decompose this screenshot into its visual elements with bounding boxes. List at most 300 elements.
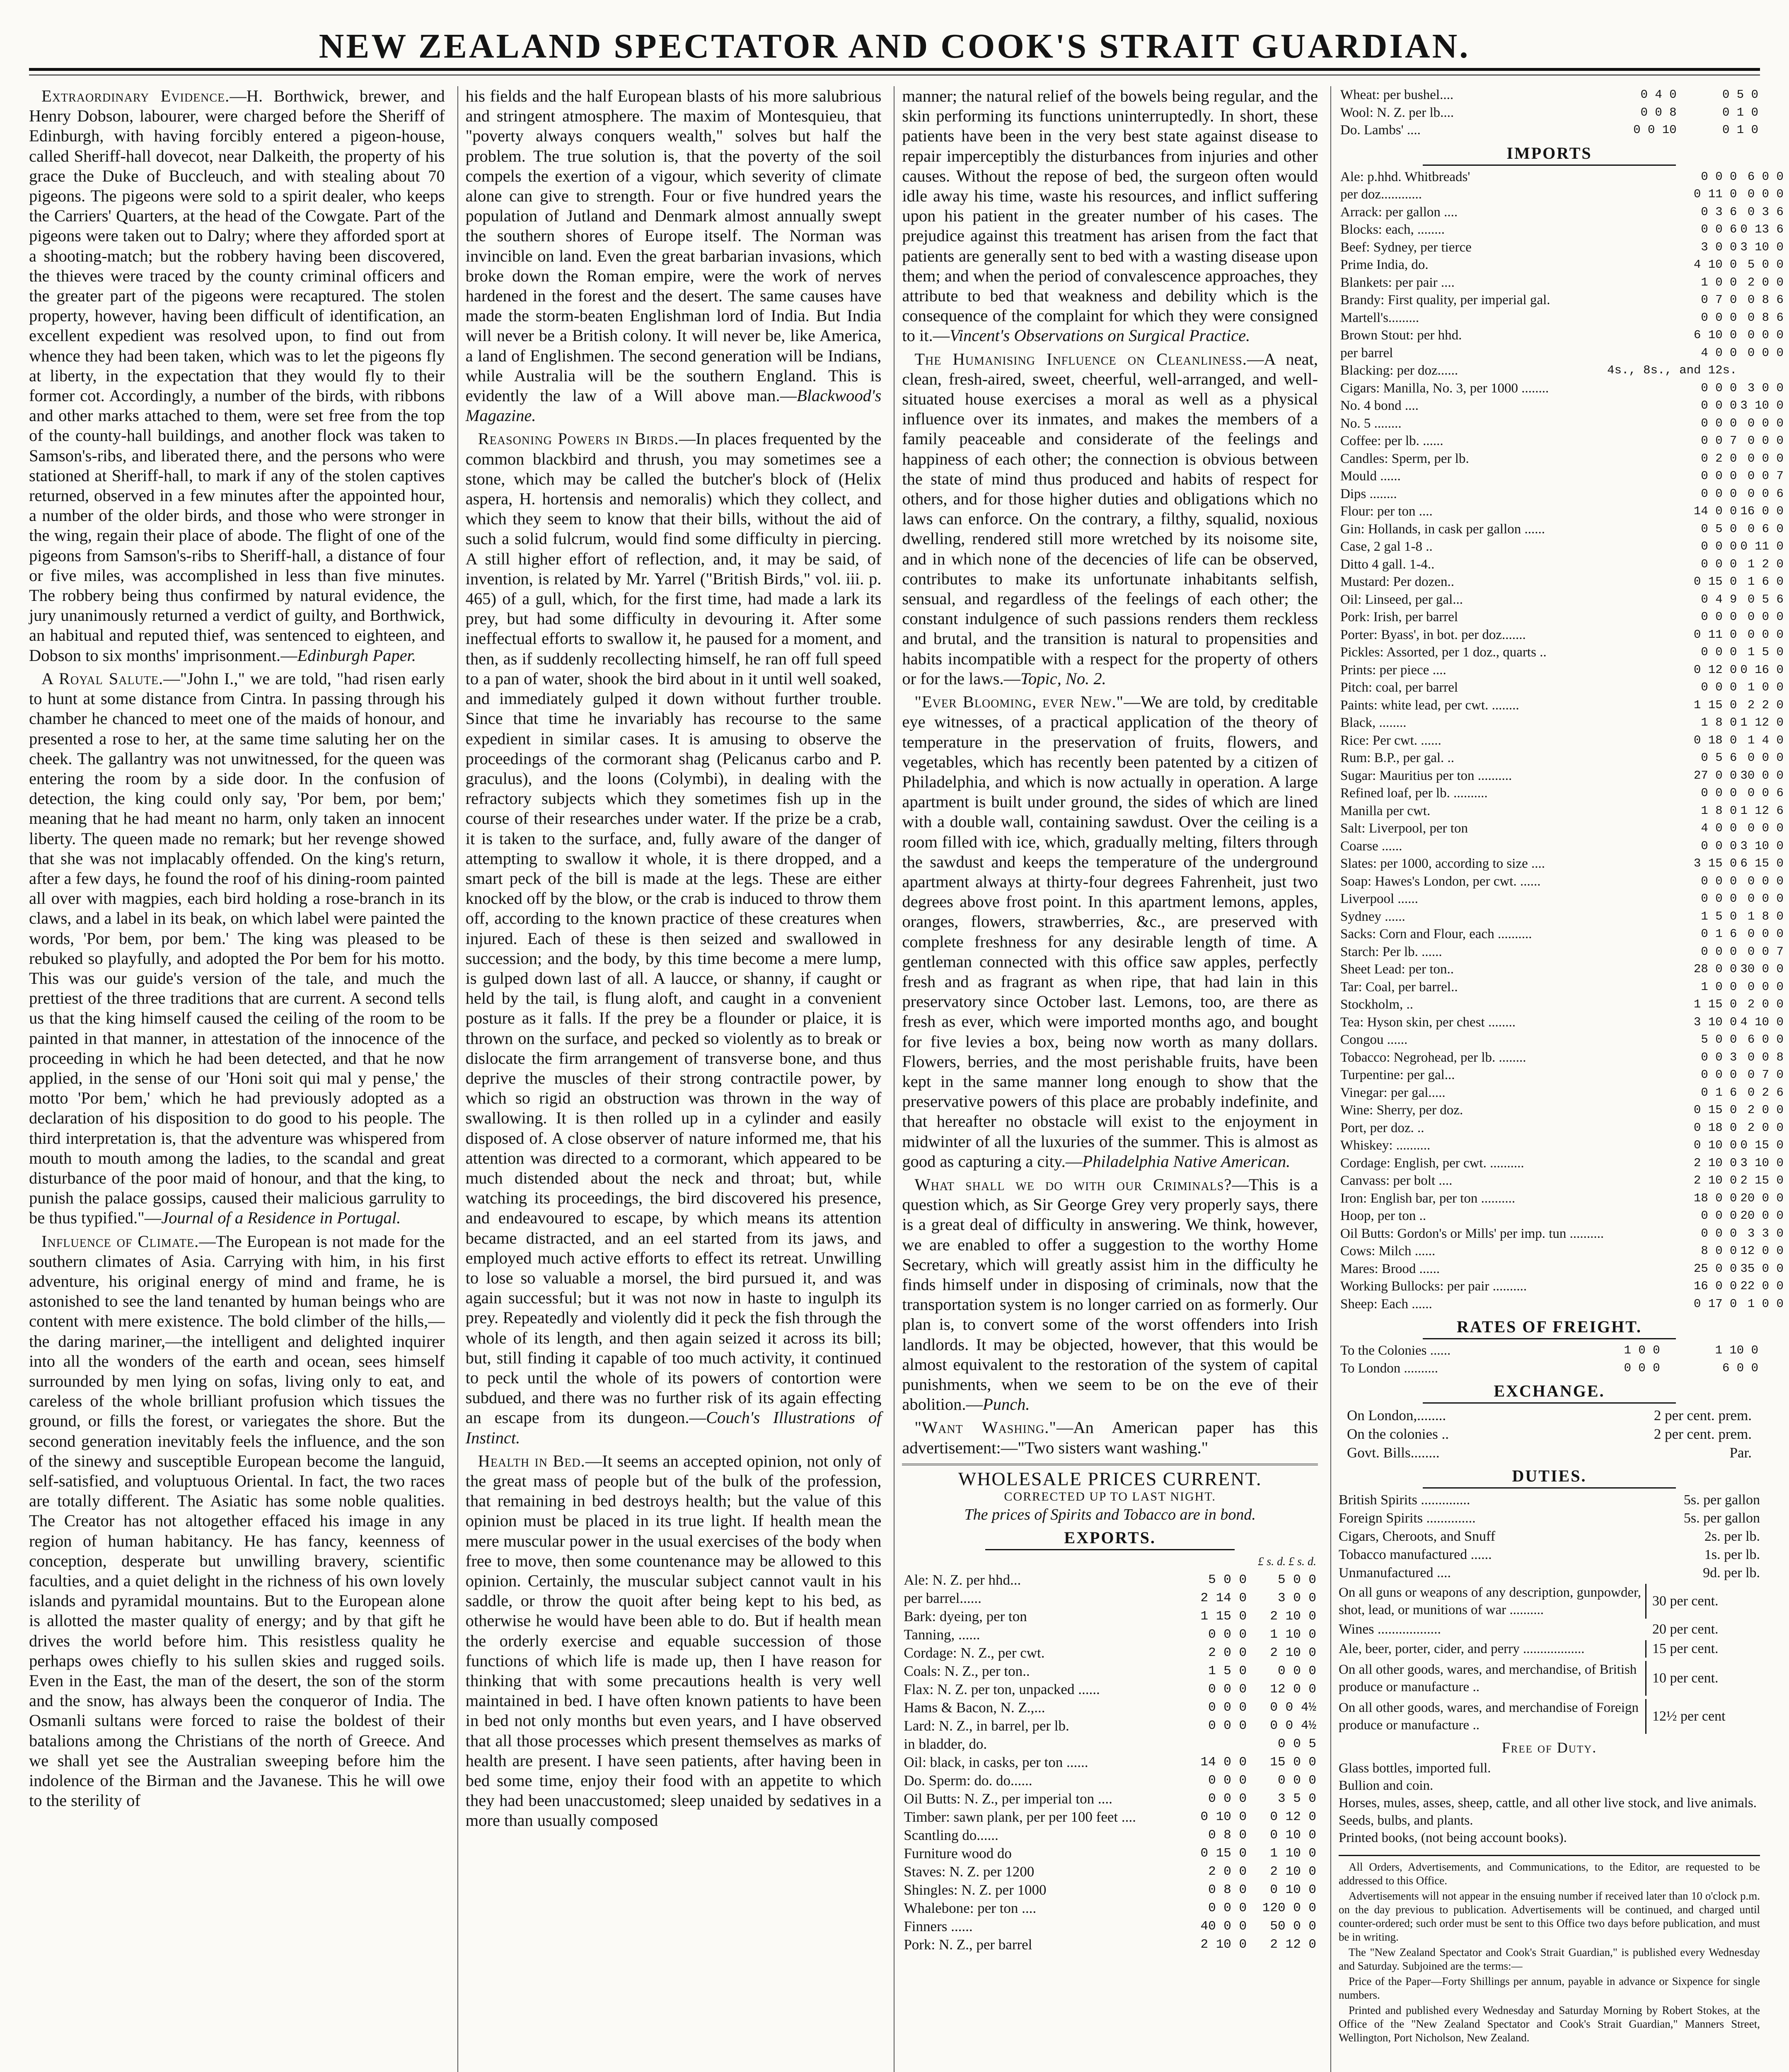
price-from: 0 0 0 bbox=[1208, 1791, 1247, 1806]
price-item: Mould ...... bbox=[1340, 469, 1401, 484]
price-item: Sugar: Mauritius per ton .......... bbox=[1340, 768, 1512, 783]
price-to: 2 10 0 bbox=[1270, 1864, 1317, 1879]
price-to: 0 0 6 bbox=[1747, 786, 1784, 800]
article-attribution: Couch's Illustrations of Instinct. bbox=[465, 1408, 882, 1447]
price-item: Pork: N. Z., per barrel bbox=[904, 1936, 1032, 1953]
price-row bbox=[1339, 644, 1785, 661]
price-row bbox=[1339, 925, 1785, 943]
price-row bbox=[1339, 697, 1785, 714]
price-row bbox=[902, 1936, 1318, 1954]
price-item: Coffee: per lb. ...... bbox=[1340, 433, 1443, 448]
duty-ale bbox=[1339, 1639, 1760, 1659]
price-row bbox=[1339, 732, 1785, 750]
duties-list bbox=[1339, 1491, 1760, 1582]
price-to: 0 0 0 bbox=[1747, 416, 1784, 430]
duty-row-label: Cigars, Cheroots, and Snuff bbox=[1339, 1529, 1496, 1544]
price-from: 0 0 0 bbox=[1701, 874, 1737, 888]
price-item: per barrel bbox=[1340, 345, 1393, 361]
article-body: —"John I.," we are told, "had risen early to hunt at some distance from Cintra. In passing through his chamber he chanced to meet one of the maids of honour, and presented a rose to her, at the same time saluting her on the cheek. The gallantry was not unwitnessed, for the queen was entering the room by a side door. In the confusion of detection, the king could only say, 'Por bem, por bem;' meaning that he had meant no harm, only taken an innocent liberty. The queen made no remark; but her revenge showed that she was not implacably offended. On the king's return, after a few days, he found the roof of his dining-room painted all over with magpies, each bird holding a rose-branch in its claws, and a label in its beak, on which label were painted the words, 'Por bem, por bem.' The king was pleased to be rebuked so playfully, and adopted the Por bem for his motto. This was our guide's version of the tale, and much the prettiest of the three traditions that are current. A second tells us that the king himself caused the ceiling of the room to be painted in that manner, in attestation of the innocence of the proceeding in which he had been detected, and that he now applied, in the sense of our 'Honi soit qui mal y pense,' the motto 'Por bem,' which he had previously adopted as a declaration of his disposition to do good to his people. The third interpretation is, that the adventure was whispered from mouth to mouth among the ladies, to the scandal and great disturbance of the poor maid of honour, and that the king, to punish the palace gossips, caused their malicious garrulity to be thus typified."— bbox=[29, 669, 445, 1227]
currency-header-row bbox=[902, 1553, 1318, 1571]
price-to: 0 0 0 bbox=[1747, 328, 1784, 342]
price-from: 0 0 8 bbox=[1640, 105, 1677, 119]
price-from: 0 0 0 bbox=[1701, 169, 1737, 184]
price-row bbox=[1339, 784, 1785, 802]
price-from: 0 18 0 bbox=[1694, 1121, 1737, 1135]
price-row bbox=[1339, 1342, 1760, 1360]
price-to: 2 0 0 bbox=[1747, 1103, 1784, 1117]
price-to: 0 0 0 bbox=[1747, 980, 1784, 994]
price-row bbox=[1339, 1242, 1785, 1260]
price-item: Furniture wood do bbox=[904, 1845, 1012, 1861]
price-to: 1 0 0 bbox=[1747, 680, 1784, 694]
duty-text: Ale, beer, porter, cider, and perry .................. bbox=[1339, 1641, 1585, 1656]
duty-rate: 12½ per cent bbox=[1652, 1709, 1726, 1724]
article-reasoning-powers-in-birds bbox=[466, 429, 882, 1447]
price-from: 0 12 0 bbox=[1694, 663, 1737, 677]
price-to: 2 0 0 bbox=[1747, 1121, 1784, 1135]
exchange-row bbox=[1339, 1425, 1760, 1443]
price-to: 1 10 0 bbox=[1715, 1343, 1759, 1357]
price-to bbox=[1738, 362, 1785, 380]
price-item: Pickles: Assorted, per 1 doz., quarts .. bbox=[1340, 645, 1547, 660]
price-row bbox=[1339, 1101, 1785, 1119]
price-row bbox=[1339, 1066, 1785, 1084]
price-to: 30 0 0 bbox=[1740, 768, 1784, 782]
price-from: 0 10 0 bbox=[1694, 1138, 1737, 1152]
price-item: Arrack: per gallon .... bbox=[1340, 204, 1458, 220]
price-to: 12 0 0 bbox=[1270, 1682, 1317, 1697]
exchange-row bbox=[1339, 1406, 1760, 1425]
article-body: —This is a question which, as Sir George Grey very properly says, there is a great deal of difficulty in answering. We think, however, we are enabled to offer a suggestion to the worthy Home Secretary, which will greatly assist him in the difficulty he finds himself under in disposing of criminals, now that the transportation system is no longer carried on as formerly. Our plan is, to convert some of the worst offenders into Irish landlords. It may be objected, however, that this would be almost equivalent to the restoration of the system of capital punishments, when we seem to be on the eve of their abolition.— bbox=[902, 1175, 1318, 1414]
price-item: Whalebone: per ton .... bbox=[904, 1900, 1037, 1916]
price-from: 2 10 0 bbox=[1694, 1174, 1737, 1187]
duty-row bbox=[1339, 1509, 1760, 1527]
price-from: 1 15 0 bbox=[1694, 698, 1737, 712]
price-item: Ditto 4 gall. 1-4.. bbox=[1340, 557, 1435, 572]
price-to: 6 0 0 bbox=[1747, 169, 1784, 184]
price-item: Salt: Liverpool, per ton bbox=[1340, 821, 1468, 836]
price-from: 0 15 0 bbox=[1200, 1846, 1247, 1861]
price-from: 0 1 6 bbox=[1701, 1085, 1737, 1099]
duty-text: Wines .................. bbox=[1339, 1622, 1441, 1637]
top-prices-table bbox=[1339, 86, 1760, 139]
price-from: 0 8 0 bbox=[1208, 1828, 1247, 1842]
price-row bbox=[1339, 943, 1785, 961]
freight-heading-text: RATES OF FREIGHT. bbox=[1457, 1317, 1642, 1336]
price-item: Staves: N. Z. per 1200 bbox=[904, 1863, 1035, 1880]
price-item: Gin: Hollands, in cask per gallon ...... bbox=[1340, 521, 1545, 537]
price-row bbox=[1339, 520, 1785, 538]
free-item: Glass bottles, imported full. bbox=[1339, 1761, 1491, 1776]
price-row bbox=[1339, 661, 1785, 679]
price-to: 30 0 0 bbox=[1740, 962, 1784, 976]
notice-publication-days: The "New Zealand Spectator and Cook's Strait Guardian," is published every Wednesday and Saturday. Subjoined are the terms:— bbox=[1339, 1946, 1760, 1972]
price-row bbox=[1339, 362, 1785, 380]
price-from: 0 0 0 bbox=[1701, 680, 1737, 694]
price-item: Hams & Bacon, N. Z.,... bbox=[904, 1699, 1045, 1716]
price-from: 0 0 3 bbox=[1701, 1050, 1737, 1064]
price-from: 0 15 0 bbox=[1694, 575, 1737, 588]
price-row bbox=[1339, 1360, 1760, 1377]
article-heading: What shall we do with our Criminals? bbox=[914, 1175, 1232, 1194]
price-row bbox=[1339, 415, 1785, 433]
price-item: Tanning, ...... bbox=[904, 1626, 980, 1643]
price-to: 0 15 0 bbox=[1740, 1138, 1784, 1152]
price-row bbox=[902, 1826, 1318, 1844]
price-row bbox=[902, 1863, 1318, 1881]
price-to: 1 5 0 bbox=[1747, 645, 1784, 659]
price-item: Case, 2 gal 1-8 .. bbox=[1340, 539, 1433, 554]
price-from: 25 0 0 bbox=[1694, 1261, 1737, 1276]
exports-heading-text: EXPORTS. bbox=[1064, 1528, 1156, 1547]
article-influence-of-climate bbox=[29, 1232, 445, 1811]
price-row bbox=[1339, 873, 1785, 891]
price-from: 1 0 0 bbox=[1701, 275, 1737, 289]
price-to: 0 0 0 bbox=[1747, 821, 1784, 835]
price-from: 5 0 0 bbox=[1208, 1572, 1247, 1587]
price-row bbox=[1339, 1172, 1785, 1190]
price-item: Oil: Linseed, per gal... bbox=[1340, 592, 1463, 607]
price-row bbox=[1339, 485, 1785, 503]
article-heading: Reasoning Powers in Birds. bbox=[478, 429, 679, 448]
price-item: Dips ........ bbox=[1340, 486, 1397, 501]
duty-row-value: 5s. per gallon bbox=[1683, 1492, 1760, 1508]
price-from: 18 0 0 bbox=[1694, 1191, 1737, 1205]
price-item: No. 5 ........ bbox=[1340, 416, 1402, 431]
price-row bbox=[1339, 186, 1785, 203]
price-row bbox=[902, 1571, 1318, 1589]
price-to: 12 0 0 bbox=[1740, 1244, 1784, 1258]
article-extraordinary-evidence bbox=[29, 86, 445, 666]
article-attribution: Blackwood's Magazine. bbox=[465, 386, 882, 425]
columns bbox=[29, 86, 1784, 2072]
price-item: Scantling do...... bbox=[904, 1827, 998, 1843]
article-attribution: Vincent's Observations on Surgical Practice. bbox=[950, 326, 1250, 345]
price-from: 2 0 0 bbox=[1208, 1864, 1247, 1879]
price-row bbox=[1339, 890, 1785, 908]
price-row bbox=[1339, 274, 1785, 292]
price-row bbox=[1339, 538, 1785, 556]
price-item: Beef: Sydney, per tierce bbox=[1340, 240, 1472, 255]
duties-heading-text: DUTIES. bbox=[1512, 1467, 1587, 1485]
price-to: 0 2 6 bbox=[1747, 1085, 1784, 1099]
price-from: 0 2 0 bbox=[1701, 451, 1737, 465]
price-item: Flour: per ton .... bbox=[1340, 504, 1433, 519]
price-from: 0 0 0 bbox=[1208, 1700, 1247, 1715]
price-to: 1 10 0 bbox=[1270, 1627, 1317, 1642]
price-item: Cordage: N. Z., per cwt. bbox=[904, 1644, 1045, 1661]
price-to: 0 12 0 bbox=[1270, 1809, 1317, 1824]
price-item: Tobacco: Negrohead, per lb. ........ bbox=[1340, 1050, 1526, 1065]
price-item: Do. Sperm: do. do...... bbox=[904, 1772, 1032, 1789]
price-from: 0 11 0 bbox=[1694, 627, 1737, 641]
price-row bbox=[1339, 749, 1785, 767]
article-heading: Health in Bed. bbox=[478, 1451, 585, 1470]
notice-price: Price of the Paper—Forty Shillings per annum, payable in advance or Sixpence for single numbers. bbox=[1339, 1975, 1760, 2001]
price-to: 1 8 0 bbox=[1747, 909, 1784, 923]
wholesale-prices-note: The prices of Spirits and Tobacco are in bond. bbox=[964, 1506, 1256, 1523]
price-item: Mustard: Per dozen.. bbox=[1340, 574, 1454, 589]
price-to: 0 0 5 bbox=[1278, 1736, 1317, 1751]
notice-orders: All Orders, Advertisements, and Communications, to the Editor, are requested to be addressed to this Office. bbox=[1339, 1861, 1760, 1887]
duty-row bbox=[1339, 1546, 1760, 1564]
price-to: 0 0 0 bbox=[1747, 451, 1784, 465]
price-item: Blacking: per doz...... bbox=[1340, 363, 1458, 378]
article-heading: "Want Washing." bbox=[914, 1418, 1056, 1437]
price-to: 2 0 0 bbox=[1747, 997, 1784, 1011]
article-heading: Influence of Climate. bbox=[41, 1232, 199, 1251]
article-humanising-influence bbox=[902, 349, 1318, 689]
price-row bbox=[1339, 256, 1785, 274]
price-from: 0 17 0 bbox=[1694, 1297, 1737, 1311]
article-body: —An American paper has this advertisement:—"Two sisters want washing." bbox=[902, 1418, 1318, 1457]
price-row bbox=[1339, 855, 1785, 873]
price-to: 0 16 0 bbox=[1740, 663, 1784, 677]
price-row bbox=[1339, 1031, 1785, 1049]
article-body: —We are told, by creditable eye witnesses, of a practical application of the theory of temperature in the preservation of fruits, flowers, and vegetables, which has recently been patented by a citizen of Philadelphia, and which is now actually in operation. A large apartment is built under ground, the sides of which are lined with a double wall, containing sawdust. Over the ceiling is a room filled with ice, which, gradually melting, filters through the sawdust and keeps the temperature of the underground apartment always at thirty-four degrees Fahrenheit, just two degrees above frost point. In this apartment lemons, apples, oranges, flowers, strawberries, &c., are preserved with complete freshness for any desirable length of time. A gentleman connected with this office saw apples, perfectly fresh and as fragrant as when ripe, that had lain in this preservatory since October last. Lemons, too, are there as fresh as ever, which were imported months ago, and bought for five levies a box, being now worth as many dollars. Flowers, berries, and the most perishable fruits, have been kept in the same manner long enough to show that the preservative powers of this place are probably indefinite, and that hereafter no obstacle will exist to the enjoyment in midwinter of all the luxuries of the summer. This is almost as good as capturing a city.— bbox=[902, 692, 1318, 1171]
price-item: Sheep: Each ...... bbox=[1340, 1296, 1432, 1312]
price-item: Wheat: per bushel.... bbox=[1340, 87, 1454, 102]
price-item: Cows: Milch ...... bbox=[1340, 1244, 1436, 1259]
price-from: 0 4 0 bbox=[1640, 88, 1677, 102]
price-to: 0 1 0 bbox=[1722, 105, 1759, 119]
price-row bbox=[1339, 168, 1785, 186]
price-item: Lard: N. Z., in barrel, per lb. bbox=[904, 1717, 1069, 1734]
price-to: 6 15 0 bbox=[1740, 857, 1784, 870]
price-from: 0 0 7 bbox=[1701, 434, 1737, 448]
price-row bbox=[902, 1644, 1318, 1662]
price-from: 0 5 6 bbox=[1701, 751, 1737, 765]
article-health-continued bbox=[902, 86, 1318, 346]
exchange-row-value: Par. bbox=[1729, 1445, 1752, 1461]
price-from: 0 0 0 bbox=[1208, 1718, 1247, 1733]
price-to: 0 0 4½ bbox=[1270, 1700, 1317, 1715]
price-from: 3 0 0 bbox=[1701, 240, 1737, 254]
price-item: Soap: Hawes's London, per cwt. ...... bbox=[1340, 874, 1541, 889]
price-row bbox=[1339, 203, 1785, 221]
price-to: 3 3 0 bbox=[1747, 1226, 1784, 1240]
freight-heading bbox=[1339, 1317, 1760, 1339]
price-item: Canvass: per bolt .... bbox=[1340, 1173, 1453, 1188]
article-attribution: Journal of a Residence in Portugal. bbox=[161, 1208, 401, 1227]
price-row bbox=[1339, 591, 1785, 609]
price-row bbox=[902, 1626, 1318, 1644]
article-ever-blooming bbox=[902, 692, 1318, 1172]
price-to: 6 0 0 bbox=[1722, 1361, 1759, 1375]
price-from: 1 15 0 bbox=[1200, 1609, 1247, 1624]
price-row bbox=[1339, 432, 1785, 450]
duty-text: On all guns or weapons of any description, gunpowder, shot, lead, or munitions of war .......... bbox=[1339, 1585, 1642, 1617]
price-item: Timber: sawn plank, per per 100 feet .... bbox=[904, 1808, 1136, 1825]
price-row bbox=[1339, 996, 1785, 1014]
article-heading: A Royal Salute. bbox=[41, 669, 164, 688]
price-row bbox=[1339, 86, 1760, 104]
price-item: No. 4 bond .... bbox=[1340, 398, 1419, 413]
duty-row-label: Tobacco manufactured ...... bbox=[1339, 1547, 1492, 1562]
price-from: 1 5 0 bbox=[1208, 1663, 1247, 1678]
price-row bbox=[1339, 1260, 1785, 1278]
price-row bbox=[1339, 978, 1785, 996]
price-from: 27 0 0 bbox=[1694, 768, 1737, 782]
price-to: 0 0 0 bbox=[1747, 346, 1784, 360]
exchange-row-label: Govt. Bills........ bbox=[1347, 1445, 1440, 1461]
article-criminals bbox=[902, 1175, 1318, 1414]
duty-row-value: 2s. per lb. bbox=[1704, 1529, 1760, 1544]
price-item: Tea: Hyson skin, per chest ........ bbox=[1340, 1014, 1516, 1030]
price-from: 2 10 0 bbox=[1694, 1156, 1737, 1170]
price-row bbox=[1339, 679, 1785, 697]
price-item: Whiskey: .......... bbox=[1340, 1138, 1431, 1153]
price-item: Finners ...... bbox=[904, 1918, 973, 1934]
price-row bbox=[1339, 397, 1785, 415]
duties-heading bbox=[1339, 1466, 1760, 1489]
price-row bbox=[1339, 714, 1785, 732]
price-to: 3 10 0 bbox=[1740, 839, 1784, 853]
price-row bbox=[1339, 1225, 1785, 1243]
price-to: 0 6 0 bbox=[1747, 522, 1784, 536]
price-to: 6 0 0 bbox=[1747, 1033, 1784, 1046]
duty-row bbox=[1339, 1564, 1760, 1582]
duty-rate: 15 per cent. bbox=[1652, 1641, 1719, 1656]
duty-rate: 20 per cent. bbox=[1652, 1622, 1719, 1637]
duty-british-goods bbox=[1339, 1659, 1760, 1697]
price-to: 2 0 0 bbox=[1747, 275, 1784, 289]
price-row bbox=[902, 1899, 1318, 1917]
price-to: 20 0 0 bbox=[1740, 1191, 1784, 1205]
price-from: 0 5 0 bbox=[1701, 522, 1737, 536]
price-row bbox=[1339, 626, 1785, 644]
price-to: 0 0 6 bbox=[1747, 487, 1784, 501]
price-from: 2 10 0 bbox=[1200, 1937, 1247, 1952]
price-row bbox=[902, 1607, 1318, 1626]
price-to: 0 0 0 bbox=[1747, 627, 1784, 641]
exchange-row bbox=[1339, 1443, 1760, 1462]
price-item: Ale: N. Z. per hhd... bbox=[904, 1571, 1021, 1588]
article-royal-salute bbox=[29, 669, 445, 1228]
price-from: 0 0 0 bbox=[1624, 1361, 1660, 1375]
free-item: Printed books, (not being account books). bbox=[1339, 1830, 1567, 1845]
duty-row-value: 5s. per gallon bbox=[1683, 1510, 1760, 1526]
price-from: 0 0 0 bbox=[1701, 399, 1737, 412]
exchange-row-label: On London,........ bbox=[1347, 1407, 1446, 1423]
price-row bbox=[902, 1917, 1318, 1936]
price-item: Sacks: Corn and Flour, each .......... bbox=[1340, 927, 1532, 942]
price-row bbox=[902, 1772, 1318, 1790]
price-from: 1 5 0 bbox=[1701, 909, 1737, 923]
price-row bbox=[1339, 1137, 1785, 1155]
price-item: Paints: white lead, per cwt. ........ bbox=[1340, 697, 1519, 713]
price-item: Iron: English bar, per ton .......... bbox=[1340, 1191, 1516, 1206]
article-health-in-bed bbox=[466, 1451, 882, 1831]
price-to: 3 5 0 bbox=[1278, 1791, 1317, 1806]
wholesale-prices-title: WHOLESALE PRICES CURRENT. bbox=[902, 1464, 1318, 1490]
price-to: 5 0 0 bbox=[1747, 258, 1784, 271]
price-to: 1 10 0 bbox=[1270, 1846, 1317, 1861]
price-item: Coarse ...... bbox=[1340, 838, 1402, 854]
free-of-duty-heading: Free of Duty. bbox=[1501, 1739, 1597, 1756]
price-from: 28 0 0 bbox=[1694, 962, 1737, 976]
duty-weapons bbox=[1339, 1582, 1760, 1620]
duty-text: On all other goods, wares, and merchandise, of British produce or manufacture .. bbox=[1339, 1662, 1637, 1694]
duty-row-label: Foreign Spirits .............. bbox=[1339, 1510, 1476, 1526]
price-row bbox=[902, 1844, 1318, 1863]
price-item: Mares: Brood ...... bbox=[1340, 1261, 1440, 1276]
price-from: 40 0 0 bbox=[1200, 1919, 1247, 1934]
price-from: 1 0 0 bbox=[1624, 1343, 1660, 1357]
price-to: 5 0 0 bbox=[1278, 1572, 1317, 1587]
price-row bbox=[1339, 573, 1785, 591]
price-from: 0 0 0 bbox=[1208, 1773, 1247, 1788]
article-attribution: Punch. bbox=[982, 1395, 1030, 1414]
price-from: 0 0 0 bbox=[1701, 557, 1737, 571]
price-item: Prints: per piece .... bbox=[1340, 662, 1446, 678]
price-item: Tar: Coal, per barrel.. bbox=[1340, 979, 1458, 995]
price-from: 1 8 0 bbox=[1701, 716, 1737, 729]
price-item: Congou ...... bbox=[1340, 1032, 1408, 1047]
imports-heading bbox=[1339, 143, 1760, 166]
price-from: 3 10 0 bbox=[1694, 1015, 1737, 1029]
price-item: Oil: black, in casks, per ton ...... bbox=[904, 1754, 1088, 1770]
price-to: 0 0 0 bbox=[1747, 751, 1784, 765]
article-climate-continued bbox=[466, 86, 882, 426]
price-item: Sydney ...... bbox=[1340, 909, 1405, 924]
price-item: Flax: N. Z. per ton, unpacked ...... bbox=[904, 1681, 1100, 1697]
price-row bbox=[1339, 767, 1785, 785]
exports-table bbox=[902, 1553, 1318, 1954]
price-to: 2 2 0 bbox=[1747, 698, 1784, 712]
price-from: 0 8 0 bbox=[1208, 1882, 1247, 1897]
duty-row-label: British Spirits .............. bbox=[1339, 1492, 1470, 1508]
price-row bbox=[902, 1717, 1318, 1735]
price-item: Hoop, per ton .. bbox=[1340, 1208, 1426, 1223]
price-to: 0 0 0 bbox=[1747, 892, 1784, 905]
price-item: per doz............ bbox=[1340, 187, 1422, 202]
column-3 bbox=[894, 86, 1318, 2072]
price-row bbox=[902, 1881, 1318, 1899]
price-from: 1 8 0 bbox=[1701, 804, 1737, 818]
price-from: 0 0 0 bbox=[1701, 786, 1737, 800]
price-to: 0 0 4½ bbox=[1270, 1718, 1317, 1733]
price-from: 0 4 9 bbox=[1701, 592, 1737, 606]
price-to: 0 10 0 bbox=[1270, 1882, 1317, 1897]
free-item: Seeds, bulbs, and plants. bbox=[1339, 1813, 1473, 1828]
price-to: 0 7 0 bbox=[1747, 1068, 1784, 1082]
imports-heading-text: IMPORTS bbox=[1506, 143, 1592, 162]
price-item: per barrel...... bbox=[904, 1590, 982, 1606]
exchange-heading bbox=[1339, 1381, 1760, 1404]
notice-advertisements: Advertisements will not appear in the ensuing number if received later than 10 o'clock p.m. on the day previous to publication. Advertisements will be continued, and charged until counter-ordered; such order must be sent to this Office two days before publication, and must be in writing. bbox=[1339, 1890, 1760, 1943]
price-row bbox=[902, 1680, 1318, 1699]
price-to: 0 11 0 bbox=[1740, 540, 1784, 553]
exchange-row-value: 2 per cent. prem. bbox=[1654, 1426, 1752, 1442]
price-from: 0 0 10 bbox=[1633, 123, 1677, 137]
price-from: 0 1 6 bbox=[1701, 927, 1737, 941]
price-from: 0 0 0 bbox=[1208, 1900, 1247, 1915]
masthead-rule bbox=[29, 68, 1760, 75]
price-from: 4 0 0 bbox=[1701, 821, 1737, 835]
article-body: his fields and the half European blasts of his more salubrious and stringent atmosphere. The maxim of Montesquieu, that "poverty always conquers wealth," solves but half the problem. The true solution is, that the poverty of the soil compels the exertion of a vigour, which severity of climate alone can give to strength. Four or five hundred years the population of Jutland and Denmark almost annually swept the southern shores of Europe itself. The Norman was invincible on land. Even the great barbarian invasions, which broke down the Roman empire, were the work of nerves hardened in the forest and the desert. The same causes have made the storm-beaten Englishman lord of India. But India will never be a British colony. It will never be, like America, a land of Englishmen. The second generation will be Indians, while Australia will be the southern England. This is evidently the law of a Will above man.— bbox=[465, 87, 882, 405]
price-from: 6 10 0 bbox=[1694, 328, 1737, 342]
exchange-row-label: On the colonies .. bbox=[1347, 1426, 1449, 1442]
price-item: Brandy: First quality, per imperial gal. bbox=[1340, 293, 1550, 307]
price-row bbox=[1339, 503, 1785, 520]
duty-rate: 10 per cent. bbox=[1652, 1670, 1719, 1686]
publication-notices bbox=[1339, 1855, 1760, 2045]
price-item: Cigars: Manilla, No. 3, per 1000 ........ bbox=[1340, 380, 1549, 396]
article-want-washing bbox=[902, 1418, 1318, 1457]
exchange-row-value: 2 per cent. prem. bbox=[1654, 1407, 1752, 1423]
price-from: 0 0 0 bbox=[1701, 487, 1737, 501]
